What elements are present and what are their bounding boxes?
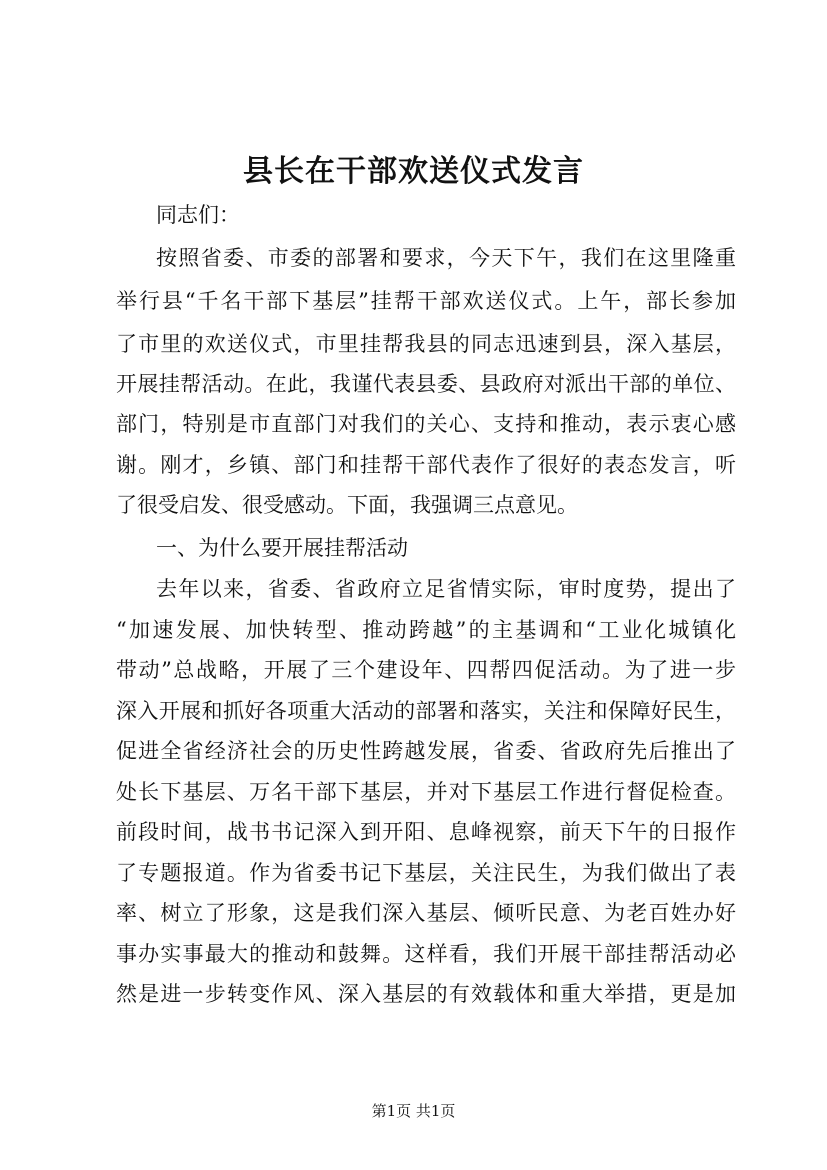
paragraph-line: 按照省委、市委的部署和要求，今天下午，我们在这里隆重 <box>156 246 736 270</box>
paragraph-line: 然是进一步转变作风、深入基层的有效载体和重大举措，更是加 <box>116 982 736 1006</box>
document-title: 县长在干部欢送仪式发言 <box>243 154 584 189</box>
paragraph-line: 去年以来，省委、省政府立足省情实际，审时度势，提出了 <box>156 577 736 601</box>
paragraph-line: 部门，特别是市直部门对我们的关心、支持和推动，表示衷心感 <box>116 412 736 436</box>
paragraph-line: 带动”总战略，开展了三个建设年、四帮四促活动。为了进一步 <box>116 658 736 682</box>
paragraph-line: 事办实事最大的推动和鼓舞。这样看，我们开展干部挂帮活动必 <box>116 942 736 966</box>
paragraph-line: 了很受启发、很受感动。下面，我强调三点意见。 <box>116 493 578 517</box>
paragraph-line: 处长下基层、万名干部下基层，并对下基层工作进行督促检查。 <box>116 780 736 804</box>
salutation: 同志们： <box>156 203 240 227</box>
paragraph-line: 促进全省经济社会的历史性跨越发展，省委、省政府先后推出了 <box>116 739 736 763</box>
paragraph-line: 了市里的欢送仪式，市里挂帮我县的同志迅速到县，深入基层， <box>116 332 736 356</box>
paragraph-line: 深入开展和抓好各项重大活动的部署和落实，关注和保障好民生， <box>116 699 736 723</box>
page-footer: 第1页 共1页 <box>371 1102 456 1120</box>
paragraph-line: 前段时间，战书书记深入到开阳、息峰视察，前天下午的日报作 <box>116 820 736 844</box>
paragraph-line: 举行县“千名干部下基层”挂帮干部欢送仪式。上午，部长参加 <box>116 289 736 313</box>
paragraph-line: “加速发展、加快转型、推动跨越”的主基调和“工业化城镇化 <box>116 618 736 642</box>
paragraph-line: 了专题报道。作为省委书记下基层，关注民生，为我们做出了表 <box>116 861 736 885</box>
paragraph-line: 谢。刚才，乡镇、部门和挂帮干部代表作了很好的表态发言，听 <box>116 453 736 477</box>
section-heading: 一、为什么要开展挂帮活动 <box>156 536 408 560</box>
paragraph-line: 率、树立了形象，这是我们深入基层、倾听民意、为老百姓办好 <box>116 901 736 925</box>
paragraph-line: 开展挂帮活动。在此，我谨代表县委、县政府对派出干部的单位、 <box>116 372 736 396</box>
